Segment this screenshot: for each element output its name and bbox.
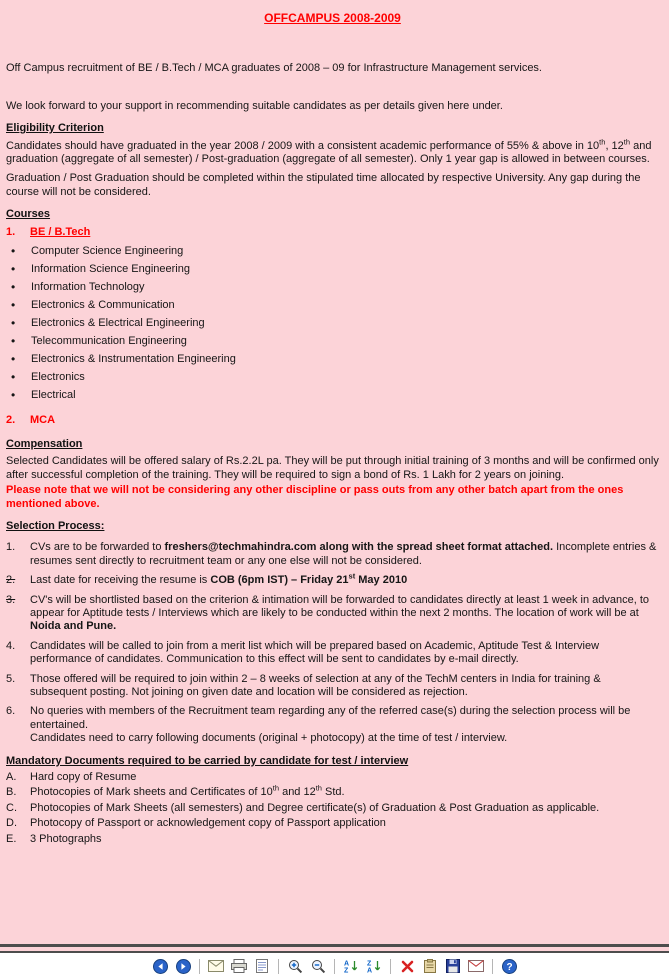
course-label: BE / B.Tech — [30, 225, 91, 238]
list-item: • Electronics — [6, 371, 659, 384]
selection-item — [6, 705, 659, 745]
list-number: 3. — [6, 593, 16, 606]
sort-ascending-icon[interactable] — [342, 957, 360, 975]
toolbar-separator — [199, 959, 200, 974]
compensation-paragraph: Selected Candidates will be offered salary of Rs.2.2L pa. They will be put through initial training of 3 months and will be confirmed only after successful completion of the training. They will be required to sign a bond of Rs. 1 Lakh for 2 years on joining. — [6, 455, 659, 481]
svg-text:A: A — [367, 967, 373, 973]
mail-icon[interactable] — [207, 957, 225, 975]
help-icon[interactable] — [500, 957, 518, 975]
list-text: Photocopies of Mark sheets and Certificates of 10th and 12th Std. — [30, 783, 345, 799]
list-item: • Electronics & Electrical Engineering — [6, 317, 659, 330]
list-text: CV's will be shortlisted based on the criterion & intimation will be forwarded to candidates directly at least 1 week in advance, to appear for Aptitude tests / Interviews which are likely to be conducted within the next 2 months. The location of work will be at Noida and Pune. — [30, 593, 650, 633]
list-letter: D. — [6, 817, 17, 830]
send-mail-icon[interactable] — [467, 957, 485, 975]
course-item-mca — [6, 414, 659, 427]
eligibility-paragraph-2: Graduation / Post Graduation should be completed within the stipulated time allocated by respective University. Any gap during the course will not be considered. — [6, 172, 641, 198]
bottom-toolbar — [0, 953, 669, 979]
svg-text:Z: Z — [344, 967, 349, 973]
toolbar-separator — [492, 959, 493, 974]
selection-item — [6, 541, 659, 568]
course-bullet-list — [6, 245, 659, 402]
document-item — [6, 802, 659, 815]
list-letter: E. — [6, 832, 17, 845]
list-text: Those offered will be required to join within 2 – 8 weeks of selection at any of the TechM centers in India for training & subsequent posting. Not joining on given date and location will be considered as rejection. — [30, 672, 601, 698]
selection-item — [6, 640, 659, 667]
list-item: • Information Technology — [6, 281, 659, 294]
page-title: OFFCAMPUS 2008-2009 — [264, 11, 401, 25]
list-letter: B. — [6, 786, 17, 799]
red-note: Please note that we will not be considering any other discipline or pass outs from any other batch apart from the ones mentioned above. — [6, 484, 624, 510]
zoom-in-icon[interactable] — [286, 957, 304, 975]
list-text: Hard copy of Resume — [30, 771, 137, 783]
document-item — [6, 833, 659, 846]
intro-paragraph-1: Off Campus recruitment of BE / B.Tech / MCA graduates of 2008 – 09 for Infrastructure Management services. — [6, 62, 542, 75]
courses-heading: Courses — [6, 208, 51, 221]
selection-item — [6, 571, 659, 587]
document-icon[interactable] — [253, 957, 271, 975]
list-number: 4. — [6, 639, 16, 652]
selection-item — [6, 594, 659, 634]
course-item-betech — [6, 226, 659, 239]
delete-icon[interactable] — [398, 957, 416, 975]
document-item — [6, 771, 659, 784]
eligibility-heading: Eligibility Criterion — [6, 122, 104, 135]
sort-descending-icon[interactable] — [365, 957, 383, 975]
eligibility-paragraph-1: Candidates should have graduated in the year 2008 / 2009 with a consistent academic performance of 55% & above in 10th, 12th and graduation (aggregate of all semester) / Post-graduation (aggregate of all semester). Only 1 year gap is allowed in between courses. — [6, 136, 652, 166]
list-text: Candidates will be called to join from a merit list which will be prepared based on Academic, Aptitude Test & Interview performance of candidates. Communication to this effect will be sent to candidates by e-mail directly. — [30, 639, 600, 666]
selection-item — [6, 673, 659, 700]
list-text: Photocopies of Mark Sheets (all semesters) and Degree certificate(s) of Graduation & Post Graduation as applicable. — [30, 801, 600, 814]
list-letter: A. — [6, 771, 17, 783]
list-number: 6. — [6, 705, 16, 718]
list-text: 3 Photographs — [30, 832, 102, 845]
course-label: MCA — [30, 414, 56, 427]
clipboard-icon[interactable] — [421, 957, 439, 975]
save-icon[interactable] — [444, 957, 462, 975]
document-item — [6, 783, 659, 799]
list-item: • Computer Science Engineering — [6, 245, 659, 258]
mandatory-documents-list — [6, 771, 659, 846]
course-number: 1. — [6, 225, 16, 238]
document-item — [6, 817, 659, 830]
list-number: 5. — [6, 672, 16, 685]
nav-previous-icon[interactable] — [151, 957, 169, 975]
list-item: • Electronics & Communication — [6, 299, 659, 312]
svg-text:A: A — [344, 960, 350, 968]
toolbar-separator — [390, 959, 391, 974]
list-number: 2. — [6, 574, 16, 587]
course-number: 2. — [6, 414, 16, 427]
toolbar-separator — [334, 959, 335, 974]
list-text: Last date for receiving the resume is COB (6pm IST) – Friday 21st May 2010 — [30, 571, 408, 587]
mandatory-documents-heading: Mandatory Documents required to be carried by candidate for test / interview — [6, 754, 409, 767]
list-item: • Telecommunication Engineering — [6, 335, 659, 348]
list-number: 1. — [6, 541, 16, 554]
toolbar-separator — [278, 959, 279, 974]
nav-next-icon[interactable] — [174, 957, 192, 975]
intro-paragraph-2: We look forward to your support in recommending suitable candidates as per details given here under. — [6, 99, 503, 112]
svg-text:Z: Z — [367, 960, 372, 968]
zoom-out-icon[interactable] — [309, 957, 327, 975]
list-letter: C. — [6, 801, 17, 814]
list-item: • Electrical — [6, 389, 659, 402]
list-text: CVs are to be forwarded to freshers@techmahindra.com along with the spread sheet format attached. Incomplete entries & resumes sent directly to recruitment team or any one else will not be considered. — [30, 541, 657, 567]
list-item: • Information Science Engineering — [6, 263, 659, 276]
list-text: Photocopy of Passport or acknowledgement copy of Passport application — [30, 817, 386, 830]
selection-process-heading: Selection Process: — [6, 519, 105, 532]
print-icon[interactable] — [230, 957, 248, 975]
list-item: • Electronics & Instrumentation Engineering — [6, 353, 659, 366]
svg-text:?: ? — [505, 961, 513, 973]
selection-process-list — [6, 541, 659, 745]
list-text: No queries with members of the Recruitment team regarding any of the referred case(s) during the selection process will be entertained. Candidates need to carry following documents (original + photocopy) at the time of test / interview. — [30, 705, 631, 745]
compensation-heading: Compensation — [6, 437, 83, 450]
